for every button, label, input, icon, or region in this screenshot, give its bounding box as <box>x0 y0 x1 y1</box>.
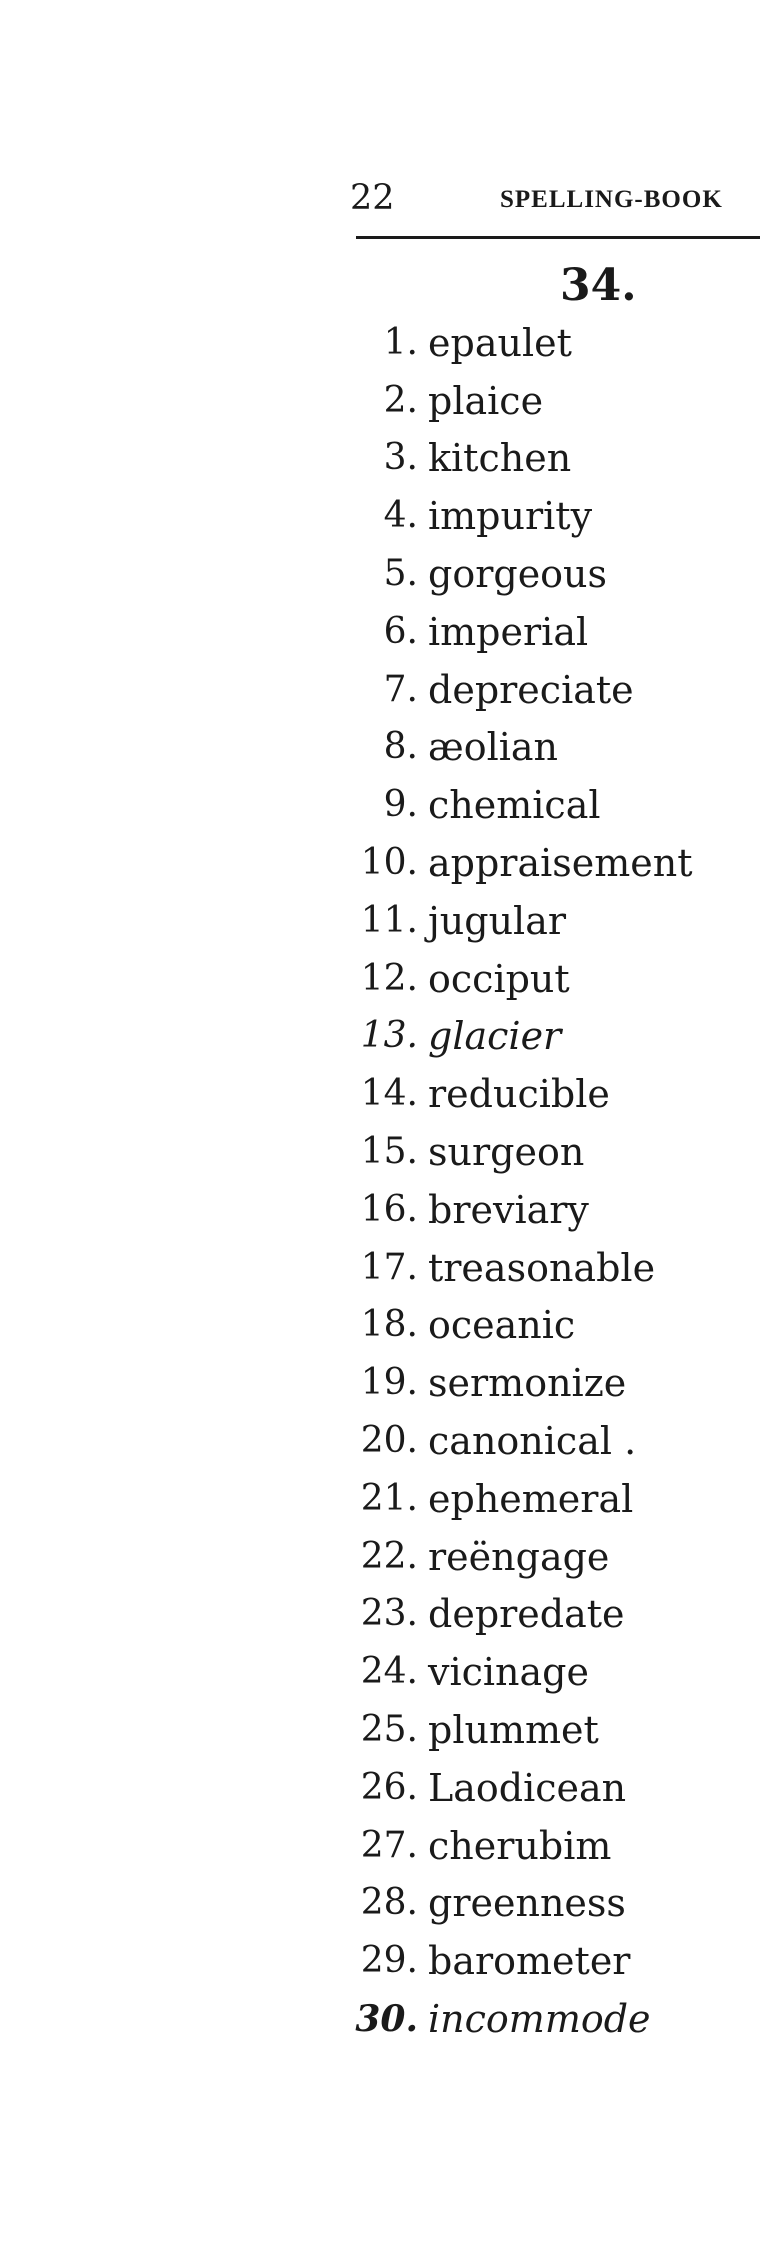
word-number: 21. <box>360 1477 418 1519</box>
list-item <box>330 314 760 372</box>
page-number: 22 <box>350 178 395 218</box>
word-number: 29. <box>360 1940 418 1982</box>
list-item <box>330 1470 760 1528</box>
word-number: 13. <box>360 1015 418 1057</box>
word-number: 26. <box>360 1766 418 1808</box>
list-item <box>330 1412 760 1470</box>
word-number: 11. <box>360 899 418 941</box>
list-item <box>330 1875 760 1933</box>
list-item <box>330 661 760 719</box>
list-item <box>330 1181 760 1239</box>
word-text: reëngage <box>428 1534 610 1579</box>
word-text: surgeon <box>428 1130 585 1175</box>
section-number: 34. <box>560 260 637 311</box>
word-text: greenness <box>428 1881 626 1926</box>
list-item <box>330 603 760 661</box>
word-text: plaice <box>428 378 544 423</box>
running-head: SPELLING-BOOK <box>500 186 723 213</box>
list-item <box>330 1990 760 2048</box>
word-number: 9. <box>383 784 418 826</box>
list-item <box>330 1008 760 1066</box>
word-number: 17. <box>360 1246 418 1288</box>
word-text: impurity <box>428 494 593 539</box>
word-text: depreciate <box>428 667 634 712</box>
word-number: 14. <box>360 1073 418 1115</box>
word-text: cherubim <box>428 1823 612 1868</box>
word-number: 10. <box>360 842 418 884</box>
word-text: ephemeral <box>428 1476 634 1521</box>
word-number: 23. <box>360 1593 418 1635</box>
word-text: occiput <box>428 956 570 1001</box>
list-item <box>330 487 760 545</box>
word-number: 20. <box>360 1420 418 1462</box>
word-text: oceanic <box>428 1303 576 1348</box>
word-number: 3. <box>383 437 418 479</box>
word-text: plummet <box>428 1708 599 1753</box>
word-text: kitchen <box>428 436 572 481</box>
word-text: vicinage <box>428 1650 589 1695</box>
word-number: 28. <box>360 1882 418 1924</box>
word-number: 2. <box>383 379 418 421</box>
word-number: 6. <box>383 610 418 652</box>
header-rule <box>356 236 760 239</box>
list-item <box>330 1239 760 1297</box>
list-item <box>330 1354 760 1412</box>
word-text: sermonize <box>428 1361 627 1406</box>
word-number: 4. <box>383 495 418 537</box>
list-item <box>330 1586 760 1644</box>
word-text: æolian <box>428 725 559 770</box>
word-text: Laodicean <box>428 1765 627 1810</box>
page-header <box>350 176 760 220</box>
list-item <box>330 1123 760 1181</box>
word-number: 7. <box>383 668 418 710</box>
word-text: canonical . <box>428 1419 637 1464</box>
list-item <box>330 1759 760 1817</box>
word-text: glacier <box>428 1014 562 1059</box>
list-item <box>330 950 760 1008</box>
word-text: barometer <box>428 1939 631 1984</box>
list-item <box>330 1701 760 1759</box>
word-number: 16. <box>360 1188 418 1230</box>
spelling-word-list <box>330 314 760 2048</box>
list-item <box>330 719 760 777</box>
list-item <box>330 1297 760 1355</box>
list-item <box>330 1643 760 1701</box>
word-text: breviary <box>428 1187 589 1232</box>
list-item <box>330 1065 760 1123</box>
list-item <box>330 892 760 950</box>
list-item <box>330 430 760 488</box>
word-number: 12. <box>360 957 418 999</box>
word-text: reducible <box>428 1072 610 1117</box>
word-text: appraisement <box>428 841 693 886</box>
word-number: 18. <box>360 1304 418 1346</box>
word-number: 22. <box>360 1535 418 1577</box>
list-item <box>330 1817 760 1875</box>
word-text: incommode <box>428 1997 651 2041</box>
word-number: 27. <box>360 1824 418 1866</box>
list-item <box>330 834 760 892</box>
list-item <box>330 776 760 834</box>
word-number: 5. <box>383 553 418 595</box>
word-text: epaulet <box>428 320 572 365</box>
word-text: jugular <box>428 898 567 943</box>
word-number: 15. <box>360 1131 418 1173</box>
list-item <box>330 372 760 430</box>
word-text: treasonable <box>428 1245 656 1290</box>
word-number: 24. <box>360 1651 418 1693</box>
word-number: 30. <box>355 1998 418 2040</box>
word-text: imperial <box>428 609 589 654</box>
word-number: 8. <box>383 726 418 768</box>
list-item <box>330 1932 760 1990</box>
word-text: depredate <box>428 1592 625 1637</box>
word-text: chemical <box>428 783 601 828</box>
list-item <box>330 1528 760 1586</box>
list-item <box>330 545 760 603</box>
word-number: 1. <box>383 321 418 363</box>
word-text: gorgeous <box>428 552 608 597</box>
word-number: 25. <box>360 1709 418 1751</box>
word-number: 19. <box>360 1362 418 1404</box>
